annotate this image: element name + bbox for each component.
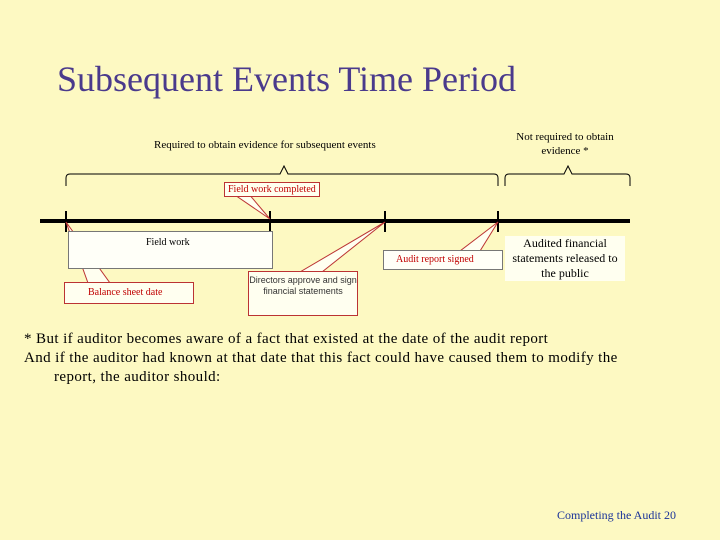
balance-sheet-date-callout [64, 282, 194, 304]
audit-report-signed-label: Audit report signed [396, 254, 474, 265]
slide-footer: Completing the Audit 20 [557, 508, 676, 522]
directors-approve-callout: Directors approve and sign financial statements [248, 271, 358, 316]
directors-pointer [300, 222, 385, 272]
not-required-evidence-label: Not required to obtain evidence * [516, 131, 614, 157]
field-work-completed-callout: Field work completed [224, 182, 320, 197]
note-line-1: * But if auditor becomes aware of a fact that existed at the date of the audit report [24, 331, 549, 347]
balance-sheet-date-label: Balance sheet date [88, 287, 163, 298]
field-work-period [68, 231, 273, 269]
audited-statements-released-label: Audited financial statements released to the public [505, 236, 625, 281]
audit-report-signed-callout [383, 250, 503, 270]
note-line-3: report, the auditor should: [54, 369, 221, 385]
note-line-2: And if the auditor had known at that date that this fact could have caused them to modify the [24, 350, 618, 366]
field-work-label: Field work [146, 237, 190, 248]
audit-signed-pointer [460, 222, 498, 251]
note-text [24, 330, 704, 387]
slide-title: Subsequent Events Time Period [57, 59, 517, 99]
not-required-brace [505, 166, 630, 186]
required-evidence-label: Required to obtain evidence for subsequent events [154, 139, 376, 151]
